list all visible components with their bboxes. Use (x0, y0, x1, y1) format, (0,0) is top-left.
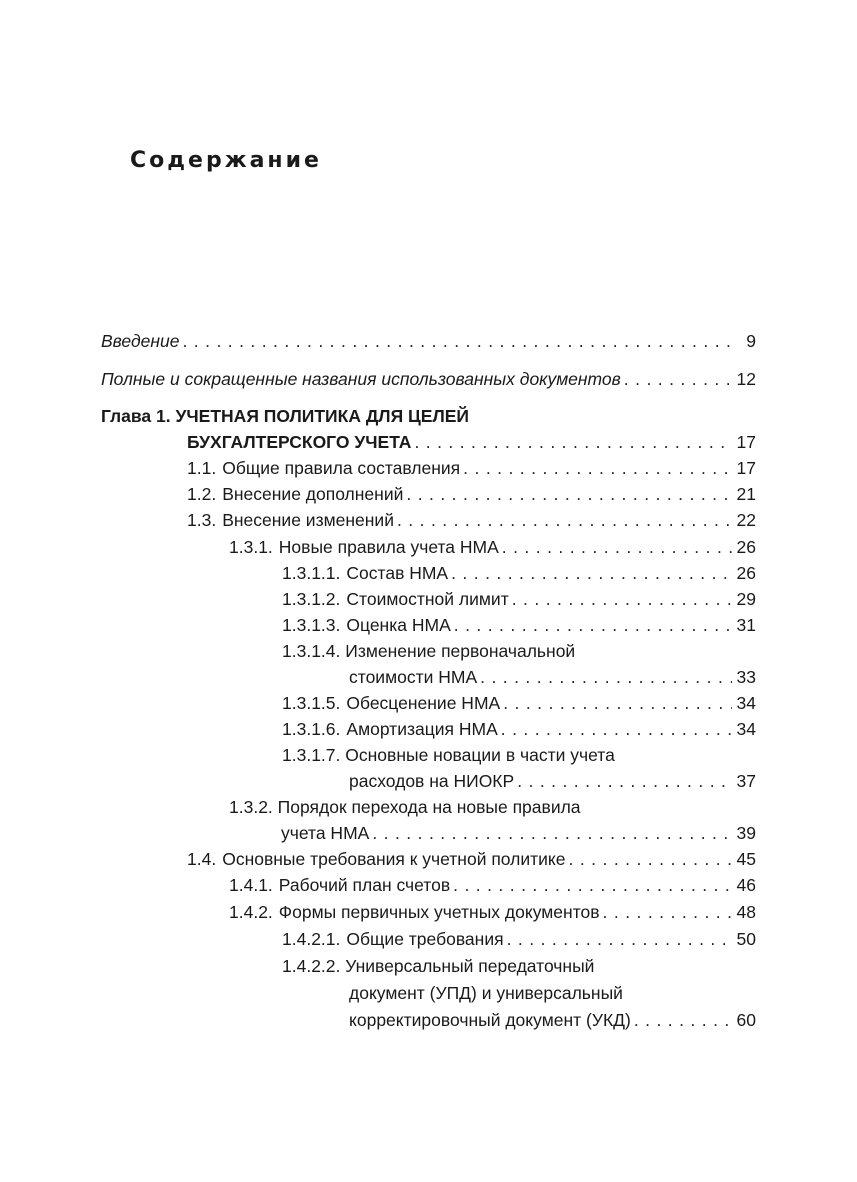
toc-entry-1-4-1[interactable] (229, 875, 756, 896)
section-title-line1: Порядок перехода на новые правила (277, 797, 581, 817)
section-number: 1.4.1. (229, 875, 273, 895)
leader-dots (501, 719, 732, 740)
leader-dots (454, 615, 732, 636)
toc-entry-1-4[interactable] (187, 849, 756, 870)
section-title-line1: Универсальный передаточный (345, 956, 595, 976)
toc-entry-1-3[interactable] (187, 510, 756, 531)
section-number: 1.3.1.7. (282, 745, 341, 765)
toc-entry-page: 22 (736, 510, 756, 530)
toc-entry-page: 26 (736, 537, 756, 557)
toc-entry-title: Введение (101, 331, 180, 351)
leader-dots (502, 537, 732, 558)
section-title-line3: корректировочный документ (УКД) (349, 1010, 631, 1030)
chapter-number: Глава 1. (101, 406, 171, 426)
toc-entry-1-3-1-5[interactable] (282, 693, 756, 714)
section-number: 1.3.2. (229, 797, 273, 817)
chapter-title-line1: УЧЕТНАЯ ПОЛИТИКА ДЛЯ ЦЕЛЕЙ (175, 406, 469, 426)
leader-dots (406, 484, 732, 505)
section-title: Внесение изменений (222, 510, 394, 530)
toc-entry-1-4-2-2-line1[interactable] (282, 956, 594, 977)
section-number: 1.4.2.2. (282, 956, 341, 976)
toc-entry-page: 45 (736, 849, 756, 869)
section-title: Обесценение НМА (346, 693, 501, 713)
leader-dots (603, 902, 732, 923)
section-number: 1.1. (187, 458, 217, 478)
leader-dots (397, 510, 732, 531)
section-title-line2: учета НМА (281, 823, 370, 843)
leader-dots (451, 563, 732, 584)
section-title: Стоимостной лимит (346, 589, 509, 609)
toc-entry-1-3-1[interactable] (229, 537, 756, 558)
toc-entry-1-3-1-7-line1[interactable] (282, 745, 615, 766)
section-title: Общие требования (346, 929, 504, 949)
toc-entry-1-3-1-4-line2[interactable] (349, 667, 756, 688)
section-title: Общие правила составления (222, 458, 461, 478)
toc-entry-1-4-2-1[interactable] (282, 929, 756, 950)
section-title: Рабочий план счетов (278, 875, 451, 895)
toc-entry-page: 31 (736, 615, 756, 635)
toc-entry-page: 48 (736, 902, 756, 922)
toc-entry-page: 12 (736, 369, 756, 389)
section-title-line2: документ (УПД) и универсальный (349, 983, 623, 1003)
toc-entry-chapter-1-line1[interactable] (101, 406, 469, 427)
leader-dots (414, 432, 732, 453)
section-number: 1.4.2.1. (282, 929, 341, 949)
page-title: Содержание (130, 148, 322, 173)
chapter-title-line2: БУХГАЛТЕРСКОГО УЧЕТА (187, 432, 412, 452)
section-number: 1.2. (187, 484, 217, 504)
toc-entry-1-2[interactable] (187, 484, 756, 505)
toc-entry-page: 26 (736, 563, 756, 583)
toc-entry-title: Полные и сокращенные названия использованных документов (101, 369, 621, 389)
section-number: 1.3.1.5. (282, 693, 341, 713)
section-number: 1.3.1. (229, 537, 273, 557)
leader-dots (182, 331, 732, 352)
leader-dots (453, 875, 732, 896)
toc-entry-introduction[interactable] (101, 331, 756, 352)
toc-entry-page: 17 (736, 458, 756, 478)
toc-entry-1-4-2[interactable] (229, 902, 756, 923)
leader-dots (624, 369, 732, 390)
leader-dots (512, 589, 732, 610)
leader-dots (372, 823, 732, 844)
section-title-line1: Основные новации в части учета (345, 745, 615, 765)
section-number: 1.3.1.2. (282, 589, 341, 609)
toc-entry-page: 34 (736, 693, 756, 713)
toc-entry-documents[interactable] (101, 369, 756, 390)
leader-dots (517, 771, 732, 792)
section-title: Оценка НМА (346, 615, 451, 635)
section-number: 1.4.2. (229, 902, 273, 922)
section-number: 1.3.1.3. (282, 615, 341, 635)
toc-entry-page: 50 (736, 929, 756, 949)
section-title: Новые правила учета НМА (278, 537, 499, 557)
toc-entry-page: 21 (736, 484, 756, 504)
section-title-line2: стоимости НМА (349, 667, 478, 687)
section-title: Состав НМА (346, 563, 449, 583)
section-title: Внесение дополнений (222, 484, 404, 504)
toc-entry-page: 33 (736, 667, 756, 687)
toc-entry-1-4-2-2-line3[interactable] (349, 1010, 756, 1031)
toc-entry-page: 9 (746, 331, 756, 351)
toc-entry-1-3-1-4-line1[interactable] (282, 641, 575, 662)
toc-entry-1-1[interactable] (187, 458, 756, 479)
toc-entry-1-3-1-6[interactable] (282, 719, 756, 740)
section-title-line2: расходов на НИОКР (349, 771, 515, 791)
leader-dots (634, 1010, 732, 1031)
toc-entry-1-3-2-line2[interactable] (281, 823, 756, 844)
section-number: 1.3.1.4. (282, 641, 341, 661)
section-title: Амортизация НМА (346, 719, 498, 739)
toc-entry-chapter-1-line2[interactable] (187, 432, 756, 453)
toc-entry-1-3-1-2[interactable] (282, 589, 756, 610)
section-number: 1.3.1.6. (282, 719, 341, 739)
section-title: Формы первичных учетных документов (278, 902, 600, 922)
section-number: 1.4. (187, 849, 217, 869)
toc-entry-page: 39 (736, 823, 756, 843)
section-title: Основные требования к учетной политике (222, 849, 566, 869)
toc-entry-1-4-2-2-line2[interactable] (349, 983, 623, 1004)
toc-entry-1-3-1-7-line2[interactable] (349, 771, 756, 792)
toc-entry-page: 60 (736, 1010, 756, 1030)
toc-entry-page: 37 (736, 771, 756, 791)
toc-entry-1-3-2-line1[interactable] (229, 797, 581, 818)
leader-dots (480, 667, 732, 688)
section-title-line1: Изменение первоначальной (345, 641, 576, 661)
toc-entry-page: 46 (736, 875, 756, 895)
section-number: 1.3.1.1. (282, 563, 341, 583)
toc-entry-1-3-1-1[interactable] (282, 563, 756, 584)
toc-entry-1-3-1-3[interactable] (282, 615, 756, 636)
toc-entry-page: 17 (736, 432, 756, 452)
leader-dots (503, 693, 732, 714)
leader-dots (569, 849, 732, 870)
toc-entry-page: 29 (736, 589, 756, 609)
leader-dots (507, 929, 732, 950)
leader-dots (463, 458, 732, 479)
toc-entry-page: 34 (736, 719, 756, 739)
section-number: 1.3. (187, 510, 217, 530)
